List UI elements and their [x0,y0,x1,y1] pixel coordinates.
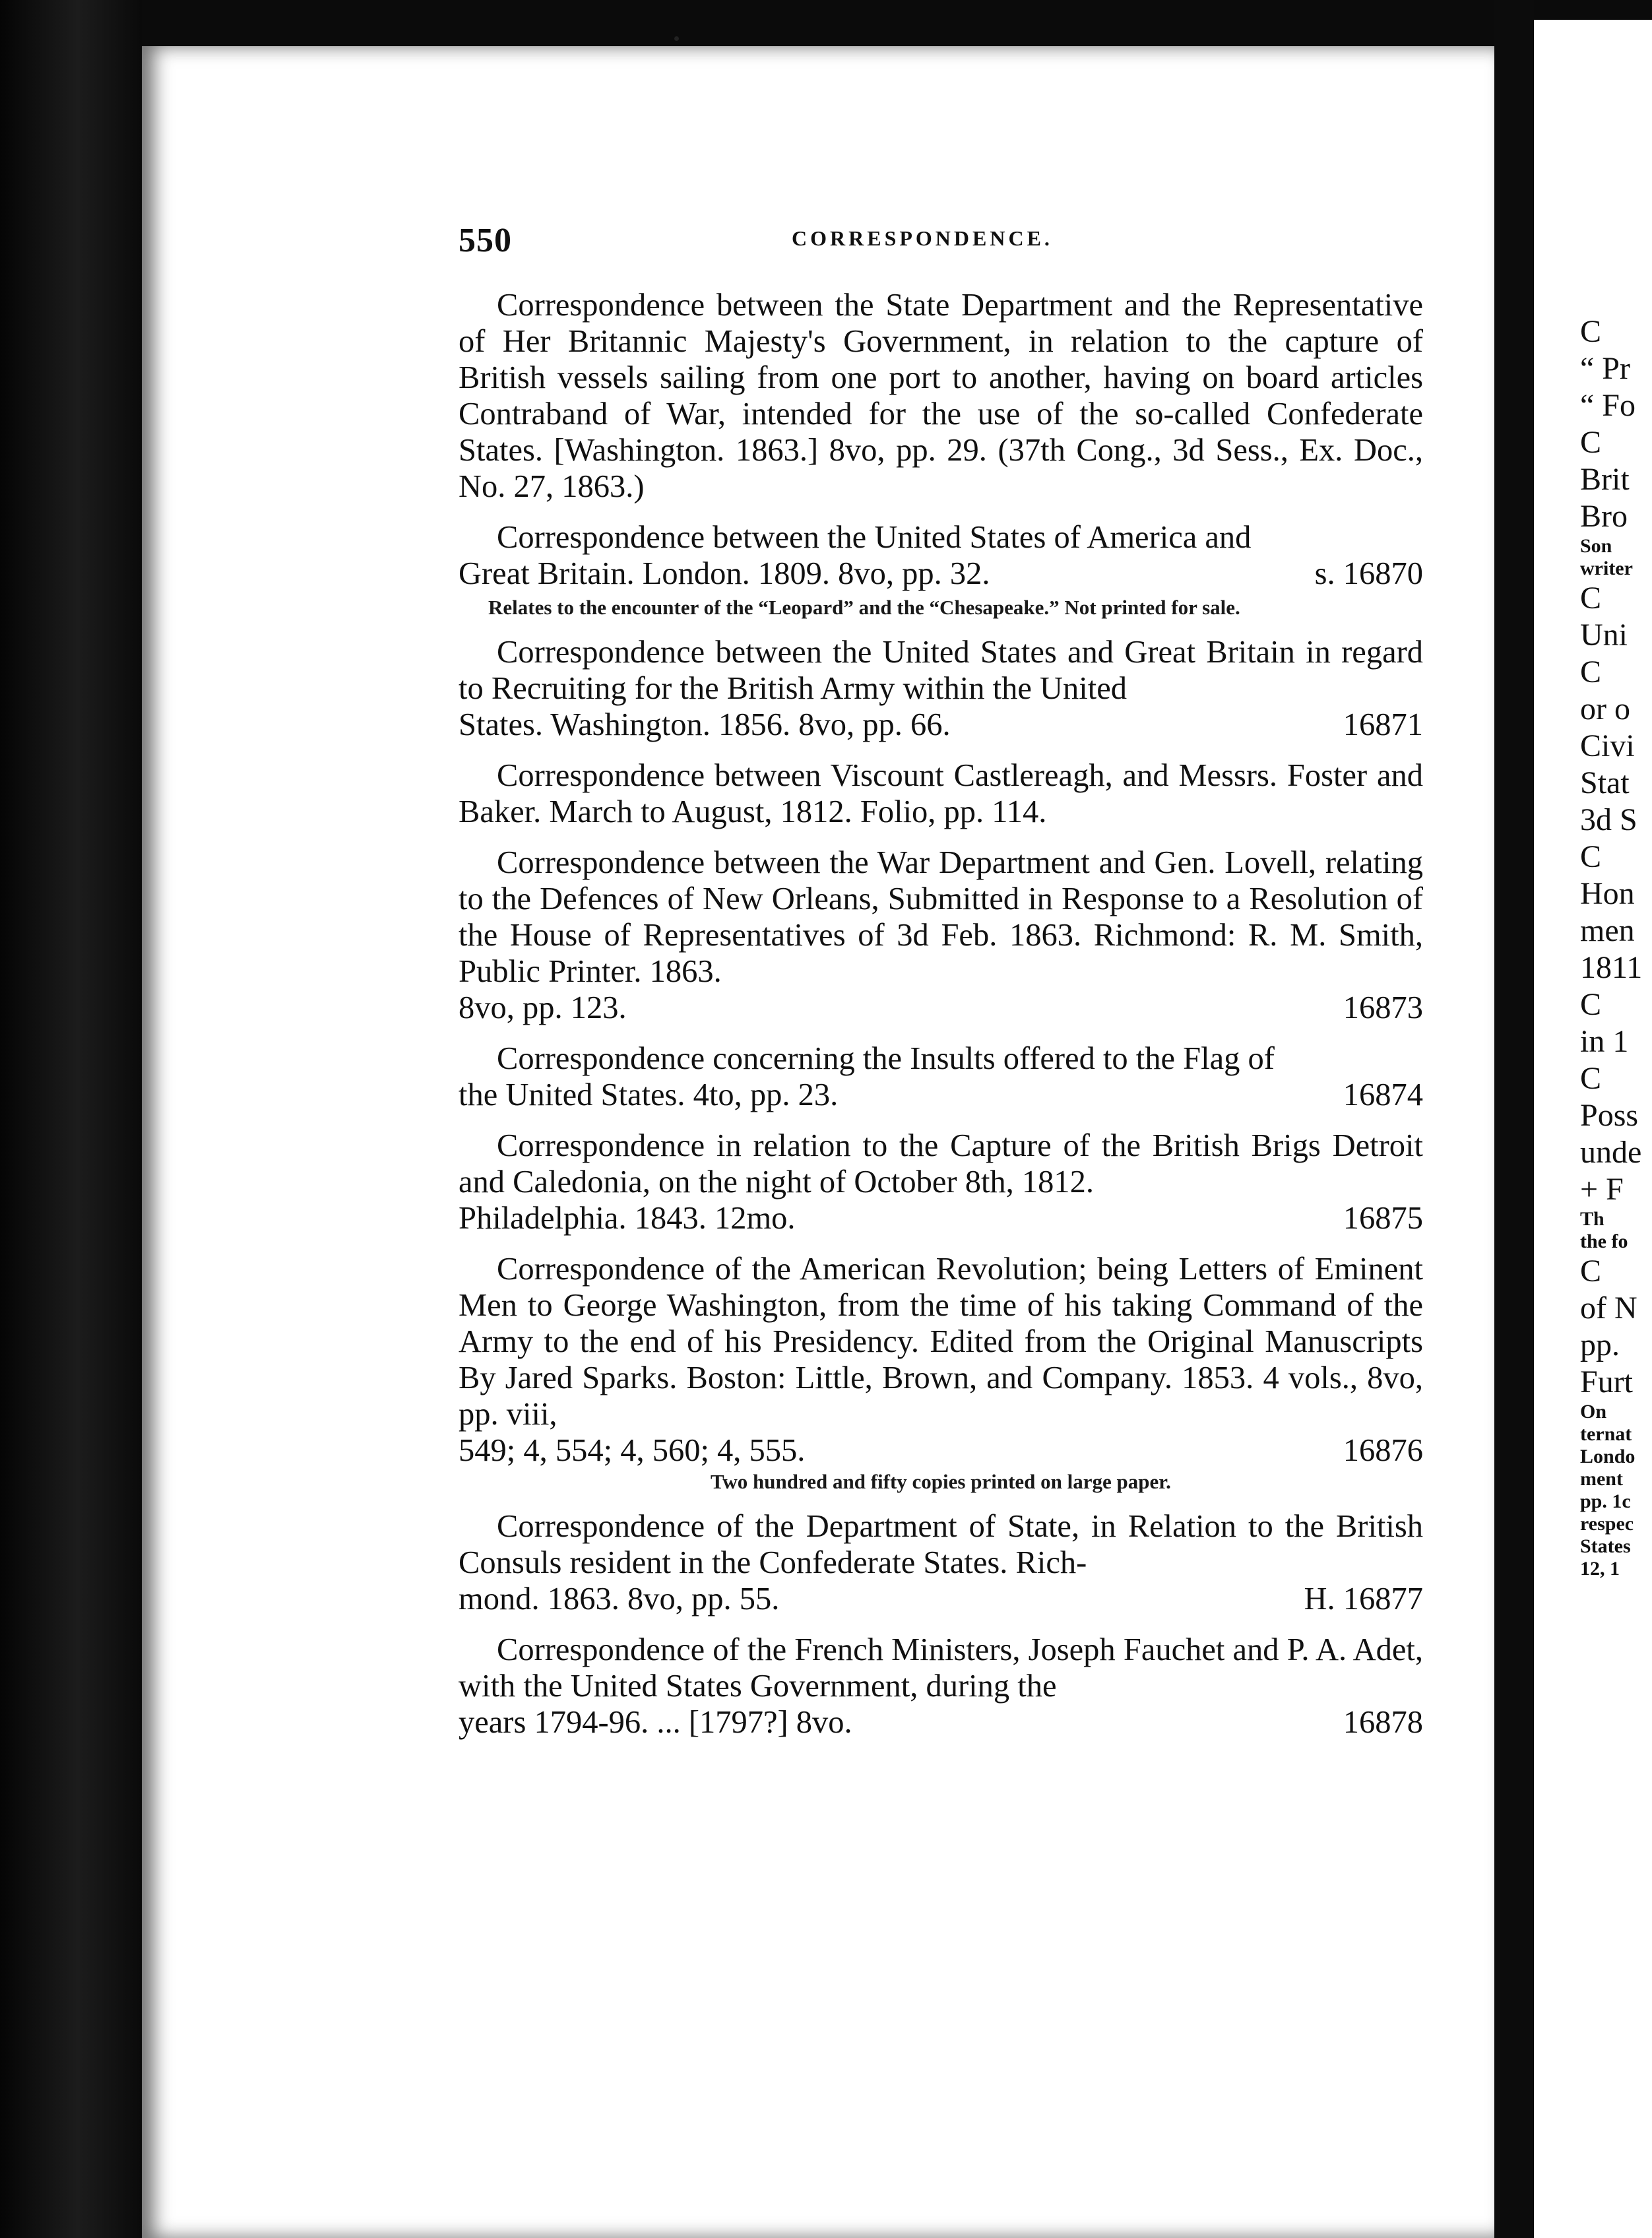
entry-number: 16876 [1343,1433,1423,1468]
facing-page-line: Uni [1580,618,1628,653]
entry-tail: 549; 4, 554; 4, 560; 4, 555. [459,1433,806,1468]
facing-page-line: Hon [1580,876,1635,911]
facing-page-line: C [1580,425,1602,460]
facing-page-line: Stat [1580,765,1630,800]
facing-page-text [1580,313,1652,1580]
facing-page-line: Furt [1580,1364,1634,1399]
catalog-entry [459,519,1423,620]
facing-page-line: Londo [1580,1446,1636,1467]
entry-number: s. 16870 [1314,556,1423,591]
running-head [459,221,1423,261]
catalog-entry [459,757,1423,830]
catalog-entry [459,845,1423,1026]
entry-tail-line [459,1432,1423,1469]
entry-tail-line [459,707,1423,743]
page-gutter [1494,0,1534,2238]
entry-text: Correspondence between the State Department and the Representative of Her Britannic Majesty's Government, in relation to the capture of British vessels sailing from one port to another, having on board articles Contraband of War, intended for the use of the so-called Confederate States. [Washington. 1863.] 8vo, pp. 29. (37th Cong., 3d Sess., Ex. Doc., No. 27, 1863.) [459,288,1423,504]
entry-text: Correspondence concerning the Insults offered to the Flag of [497,1041,1275,1076]
page-number: 550 [459,222,512,259]
entry-note: Two hundred and fifty copies printed on large paper. [711,1470,1171,1493]
facing-page-line: C [1580,581,1602,616]
entry-tail-line [459,1704,1423,1741]
entry-text: Correspondence of the American Revolution; being Letters of Eminent Men to George Washington, from the time of his taking Command of the Army to the end of his Presidency. Edited from the Original Manuscripts By Jared Sparks. Boston: Little, Brown, and Company. 1853. 4 vols., 8vo, pp. viii, [459,1252,1423,1432]
ink-speck [674,36,679,41]
facing-page-line: the fo [1580,1231,1628,1252]
facing-page-line: pp. [1580,1327,1620,1362]
entry-tail-line [459,990,1423,1026]
facing-page-line: C [1580,1061,1602,1096]
facing-page-line: respec [1580,1513,1634,1535]
entry-number: H. 16877 [1304,1582,1423,1616]
facing-page-line: “ Pr [1580,351,1630,386]
facing-page-line: On [1580,1401,1607,1423]
entry-number: 16873 [1343,990,1423,1025]
catalog-entry [459,1632,1423,1741]
facing-page-line: Brit [1580,462,1630,497]
facing-page-line: men [1580,913,1635,948]
entry-text: Correspondence between Viscount Castlereagh, and Messrs. Foster and Baker. March to August, 1812. Folio, pp. 114. [459,758,1423,829]
facing-page-line: Bro [1580,499,1628,534]
entry-tail: years 1794-96. ... [1797?] 8vo. [459,1705,852,1740]
entry-text: Correspondence between the United States of America and [497,520,1252,555]
facing-page-line: ment [1580,1468,1623,1490]
entry-number: 16871 [1343,707,1423,742]
catalog-entry [459,1128,1423,1236]
facing-page-line: Th [1580,1208,1604,1230]
facing-page-line: Son [1580,535,1612,557]
entry-tail: States. Washington. 1856. 8vo, pp. 66. [459,707,951,742]
facing-page-line: “ Fo [1580,388,1636,423]
entry-text: Correspondence between the War Department and Gen. Lovell, relating to the Defences of New Orleans, Submitted in Response to a Resolution of the House of Representatives of 3d Feb. 1863. Richmond: R. M. Smith, Public Printer. 1863. [459,845,1423,989]
facing-page-line: Civi [1580,728,1635,763]
catalog-entry [459,287,1423,505]
entry-tail-line [459,1581,1423,1617]
facing-page-line: 3d S [1580,802,1637,837]
facing-page-line: 12, 1 [1580,1558,1620,1580]
catalog-entry [459,1508,1423,1617]
entry-tail: Philadelphia. 1843. 12mo. [459,1201,796,1236]
facing-page-line: or o [1580,691,1630,726]
entry-text: Correspondence in relation to the Capture of the British Brigs Detroit and Caledonia, on the night of October 8th, 1812. [459,1128,1423,1199]
facing-page-line: ternat [1580,1423,1632,1445]
entry-text: Correspondence of the French Ministers, Joseph Fauchet and P. A. Adet, with the United States Government, during the [459,1632,1423,1704]
facing-page-line: of N [1580,1291,1637,1326]
facing-page-edge [1534,20,1652,2238]
facing-page-line: C [1580,839,1602,874]
facing-page-line: C [1580,655,1602,689]
entry-tail-line [459,1077,1423,1113]
entry-number: 16874 [1343,1077,1423,1112]
catalog-entry [459,1251,1423,1494]
facing-page-line: C [1580,987,1602,1022]
page-title: CORRESPONDENCE. [792,226,1053,250]
facing-page-line: States [1580,1535,1631,1557]
facing-page-line: unde [1580,1135,1642,1170]
facing-page-line: C [1580,1254,1602,1289]
entry-tail: Great Britain. London. 1809. 8vo, pp. 32. [459,556,990,591]
entry-text: Correspondence of the Department of State, in Relation to the British Consuls resident in the Confederate States. Rich- [459,1509,1423,1580]
catalog-entry [459,1040,1423,1113]
entry-tail: the United States. 4to, pp. 23. [459,1077,839,1112]
entry-tail: 8vo, pp. 123. [459,990,627,1025]
facing-page-line: 1811 [1580,950,1643,985]
entry-tail-line [459,1200,1423,1236]
entry-tail-line [459,556,1423,592]
entry-note: Relates to the encounter of the “Leopard” and the “Chesapeake.” Not printed for sale. [488,596,1240,619]
catalog-entry [459,634,1423,743]
facing-page-line: pp. 1c [1580,1490,1631,1512]
book-binding [0,0,142,2238]
facing-page-line: C [1580,314,1602,349]
facing-page-line: Poss [1580,1098,1639,1133]
facing-page-line: in 1 [1580,1024,1629,1059]
facing-page-line: + F [1580,1172,1624,1207]
entry-number: 16875 [1343,1201,1423,1236]
entry-text: Correspondence between the United States and Great Britain in regard to Recruiting for the British Army within the United [459,635,1423,706]
catalog-entries [459,287,1423,1755]
entry-number: 16878 [1343,1705,1423,1740]
entry-tail: mond. 1863. 8vo, pp. 55. [459,1582,780,1616]
facing-page-line: writer [1580,558,1633,579]
